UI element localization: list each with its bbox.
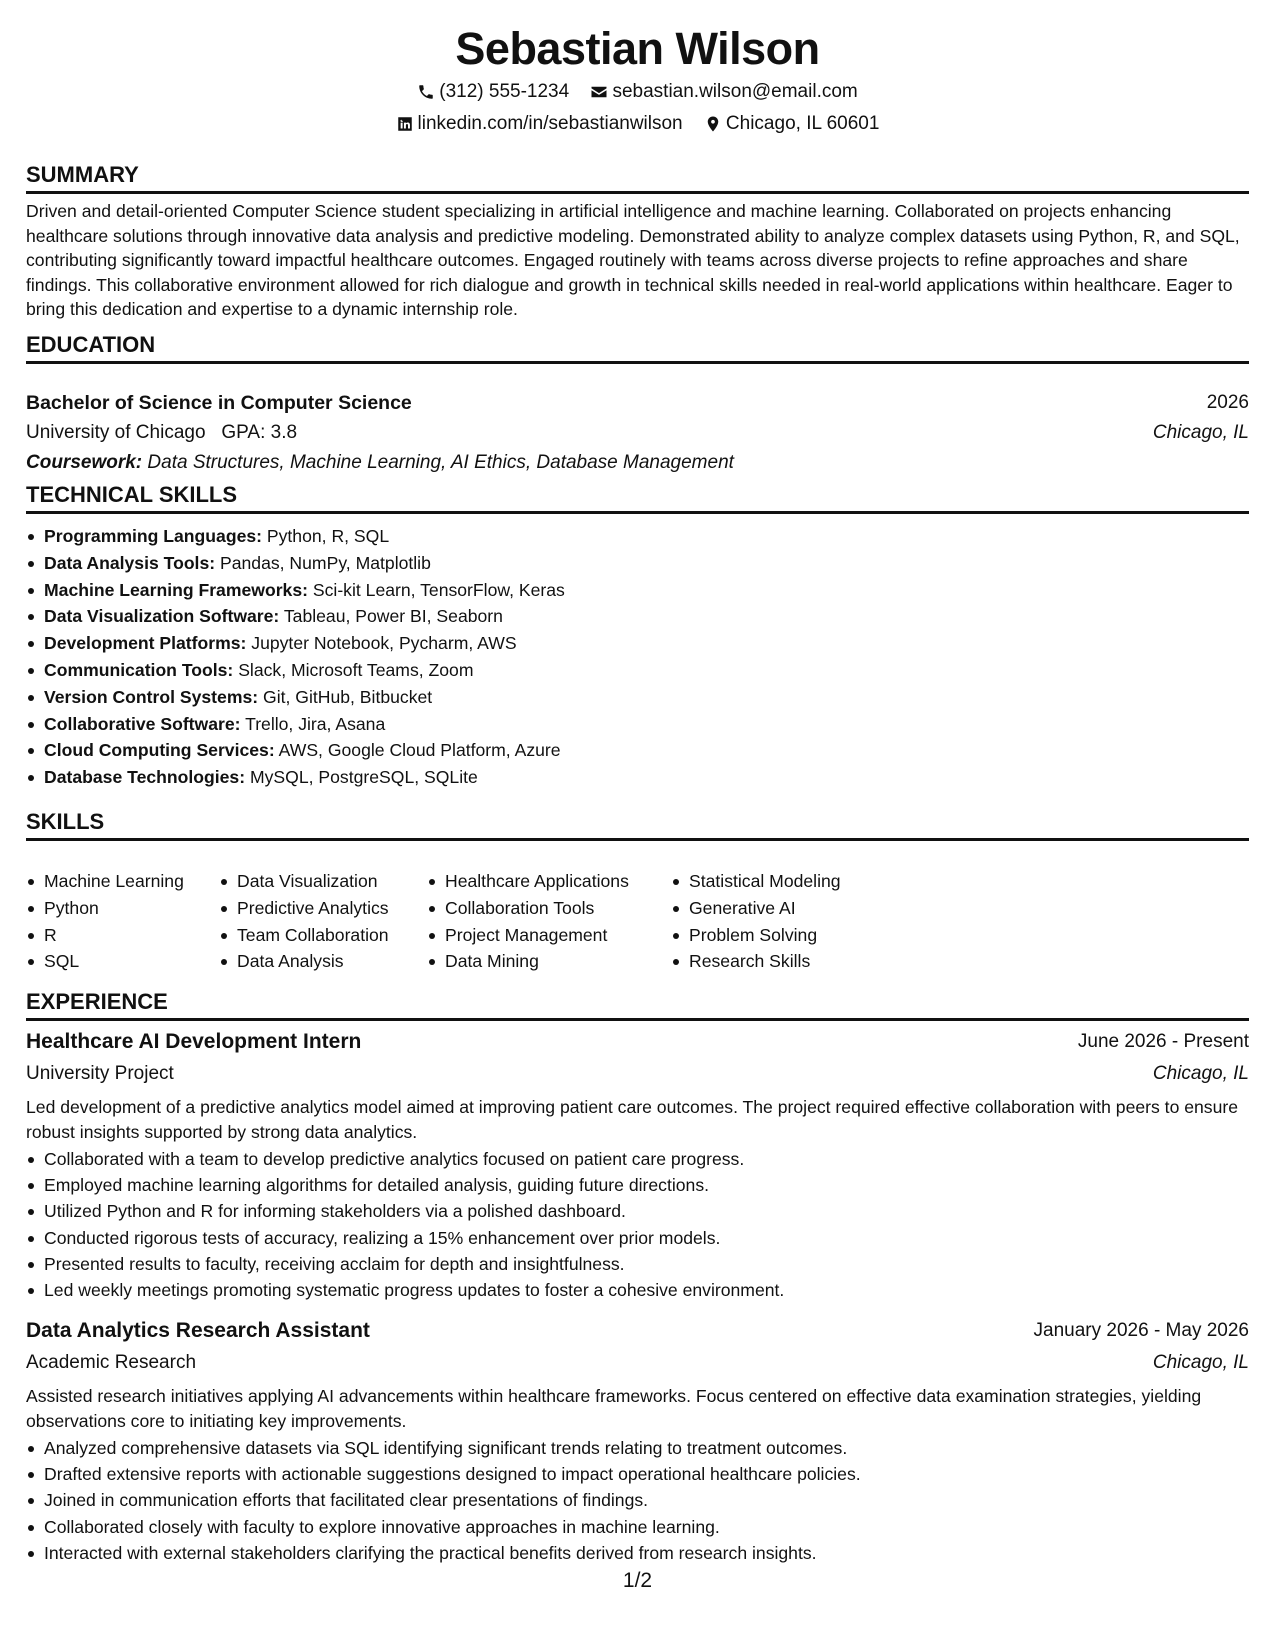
job-role: Healthcare AI Development Intern xyxy=(26,1030,362,1053)
skills-list xyxy=(671,868,841,975)
degree-title: Bachelor of Science in Computer Science xyxy=(26,392,412,414)
job-1-title-row xyxy=(26,1028,1249,1056)
list-item: Analyzed comprehensive datasets via SQL identifying significant trends relating to treatment outcomes. xyxy=(44,1435,861,1461)
skill-value: Slack, Microsoft Teams, Zoom xyxy=(238,659,474,680)
location-text: Chicago, IL 60601 xyxy=(725,113,880,134)
education-school-row xyxy=(26,419,1249,447)
job-1-bullets xyxy=(26,1146,784,1303)
skill-label: Programming Languages: xyxy=(44,526,262,546)
page-number: 1/2 xyxy=(622,1569,653,1592)
list-item: Python xyxy=(44,895,184,922)
skill-label: Cloud Computing Services: xyxy=(44,740,275,761)
job-location: Chicago, IL xyxy=(1152,1352,1249,1373)
envelope-icon xyxy=(590,83,608,101)
list-item: Interacted with external stakeholders clarifying the practical benefits derived from research insights. xyxy=(44,1540,861,1566)
list-item: Statistical Modeling xyxy=(689,868,841,895)
job-2-title-row xyxy=(26,1317,1249,1345)
school-location: Chicago, IL xyxy=(1152,422,1249,443)
list-item: Data Mining xyxy=(445,948,629,975)
skills-column-3 xyxy=(427,868,629,975)
contact-line-1 xyxy=(26,80,1249,108)
job-location: Chicago, IL xyxy=(1152,1063,1249,1084)
list-item xyxy=(44,684,565,711)
skill-value: Python, R, SQL xyxy=(266,526,390,546)
job-1-description: Led development of a predictive analytics model aimed at improving patient care outcomes. The project required effective collaboration with peers to ensure robust insights supported by strong data analytics. xyxy=(26,1097,1239,1142)
skill-label: Collaborative Software: xyxy=(44,713,241,734)
list-item: Conducted rigorous tests of accuracy, realizing a 15% enhancement over prior models. xyxy=(44,1225,784,1251)
list-item xyxy=(44,550,565,577)
contact-location xyxy=(704,112,880,136)
skill-value: AWS, Google Cloud Platform, Azure xyxy=(278,740,561,761)
phone-icon xyxy=(417,83,435,101)
skills-heading: SKILLS xyxy=(26,808,1249,841)
list-item: Data Visualization xyxy=(237,868,389,895)
list-item: SQL xyxy=(44,948,184,975)
coursework-line xyxy=(26,449,734,477)
list-item: Problem Solving xyxy=(689,922,841,949)
skill-label: Development Platforms: xyxy=(44,633,247,654)
contact-linkedin[interactable] xyxy=(396,112,683,136)
list-item: Led weekly meetings promoting systematic progress updates to foster a cohesive environment. xyxy=(44,1277,784,1303)
candidate-name: Sebastian Wilson xyxy=(455,23,820,74)
list-item: Collaborated with a team to develop predictive analytics focused on patient care progress. xyxy=(44,1146,784,1172)
skill-value: Trello, Jira, Asana xyxy=(245,713,386,734)
list-item: Presented results to faculty, receiving acclaim for depth and insightfulness. xyxy=(44,1251,784,1277)
school-name: University of Chicago xyxy=(26,422,206,443)
skill-label: Data Analysis Tools: xyxy=(44,552,216,573)
gpa: GPA: 3.8 xyxy=(221,422,298,443)
technical-skills-heading: TECHNICAL SKILLS xyxy=(26,481,1249,514)
education-heading: EDUCATION xyxy=(26,331,1249,364)
list-item xyxy=(44,603,565,630)
list-item xyxy=(44,711,565,738)
list-item xyxy=(44,577,565,604)
list-item: Project Management xyxy=(445,922,629,949)
job-2-description: Assisted research initiatives applying AI advancements within healthcare frameworks. Focus centered on effective data examination strategies, yielding observations core to initiating key improvements. xyxy=(26,1386,1202,1431)
summary-heading: SUMMARY xyxy=(26,161,1249,194)
list-item: Research Skills xyxy=(689,948,841,975)
skills-list xyxy=(26,868,184,975)
list-item xyxy=(44,630,565,657)
list-item: Generative AI xyxy=(689,895,841,922)
list-item xyxy=(44,764,565,791)
skill-label: Communication Tools: xyxy=(44,659,234,680)
contact-email[interactable] xyxy=(590,80,857,104)
list-item: Collaborated closely with faculty to explore innovative approaches in machine learning. xyxy=(44,1514,861,1540)
coursework-label: Coursework: xyxy=(26,452,143,473)
list-item: Data Analysis xyxy=(237,948,389,975)
job-org: University Project xyxy=(26,1063,174,1084)
list-item xyxy=(44,523,565,550)
technical-skills-list xyxy=(26,523,565,791)
phone-text: (312) 555-1234 xyxy=(439,81,570,102)
contact-line-2 xyxy=(26,112,1249,140)
skills-column-4 xyxy=(671,868,841,975)
school-line xyxy=(26,419,297,447)
experience-heading: EXPERIENCE xyxy=(26,988,1249,1021)
list-item: Healthcare Applications xyxy=(445,868,629,895)
skills-column-1 xyxy=(26,868,184,975)
summary-text: Driven and detail-oriented Computer Science student specializing in artificial intelligence and machine learning. Collaborated on projects enhancing healthcare solutions through innovative data analysis and predictive modeling. Demonstrated ability to analyze complex datasets using Python, R, and SQL, contributing significantly toward impactful healthcare outcomes. Engaged routinely with teams across diverse projects to refine approaches and share findings. This collaborative environment allowed for rich dialogue and growth in technical skills needed in real-world applications within healthcare. Eager to bring this dedication and expertise to a dynamic internship role. xyxy=(26,201,1240,320)
coursework-row xyxy=(26,449,1249,477)
job-dates: January 2026 - May 2026 xyxy=(1033,1320,1249,1341)
list-item: Joined in communication efforts that facilitated clear presentations of findings. xyxy=(44,1487,861,1513)
list-item: Team Collaboration xyxy=(237,922,389,949)
skills-list xyxy=(427,868,629,975)
graduation-year: 2026 xyxy=(1206,392,1249,413)
skill-label: Version Control Systems: xyxy=(44,686,259,707)
list-item: Employed machine learning algorithms for detailed analysis, guiding future directions. xyxy=(44,1172,784,1198)
linkedin-icon xyxy=(396,115,414,133)
list-item: Machine Learning xyxy=(44,868,184,895)
skill-label: Data Visualization Software: xyxy=(44,606,280,627)
list-item: R xyxy=(44,922,184,949)
list-item: Drafted extensive reports with actionable suggestions designed to impact operational healthcare policies. xyxy=(44,1461,861,1487)
skill-label: Database Technologies: xyxy=(44,767,246,788)
education-degree-row xyxy=(26,389,1249,417)
email-text: sebastian.wilson@email.com xyxy=(612,81,858,102)
skill-value: Pandas, NumPy, Matplotlib xyxy=(219,552,431,573)
job-role: Data Analytics Research Assistant xyxy=(26,1319,370,1342)
skill-value: Sci-kit Learn, TensorFlow, Keras xyxy=(312,579,565,600)
list-item: Collaboration Tools xyxy=(445,895,629,922)
coursework-list: Data Structures, Machine Learning, AI Ethics, Database Management xyxy=(147,452,734,473)
skills-column-2 xyxy=(219,868,389,975)
linkedin-text: linkedin.com/in/sebastianwilson xyxy=(417,113,683,134)
skill-value: MySQL, PostgreSQL, SQLite xyxy=(249,767,478,788)
job-1-org-row xyxy=(26,1060,1249,1088)
skill-value: Tableau, Power BI, Seaborn xyxy=(283,606,503,627)
job-2-org-row xyxy=(26,1349,1249,1377)
skill-label: Machine Learning Frameworks: xyxy=(44,579,308,600)
job-org: Academic Research xyxy=(26,1352,197,1373)
map-pin-icon xyxy=(704,115,722,133)
job-dates: June 2026 - Present xyxy=(1077,1031,1249,1052)
skills-list xyxy=(219,868,389,975)
skill-value: Git, GitHub, Bitbucket xyxy=(263,686,433,707)
job-2-bullets xyxy=(26,1435,861,1566)
contact-phone xyxy=(417,80,569,104)
list-item: Utilized Python and R for informing stakeholders via a polished dashboard. xyxy=(44,1198,784,1224)
list-item: Predictive Analytics xyxy=(237,895,389,922)
skill-value: Jupyter Notebook, Pycharm, AWS xyxy=(251,633,517,654)
list-item xyxy=(44,657,565,684)
list-item xyxy=(44,737,565,764)
